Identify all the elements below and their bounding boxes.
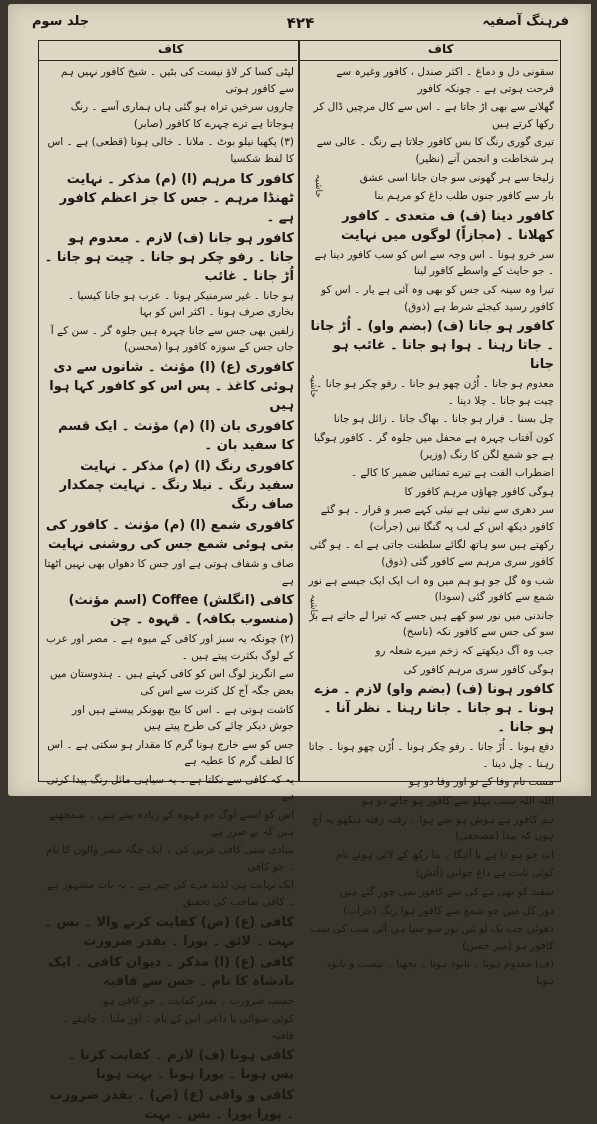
text-line: بار سے کافور جنوں طلب داغ کو مرہم بنا — [374, 190, 554, 203]
page-edge — [588, 4, 591, 796]
right-column-heading: کاف — [428, 42, 454, 56]
volume-label: جلد سوم — [32, 14, 90, 29]
text-line: کوئی ثابت ہے داغ جوانی (آتش) — [415, 867, 554, 880]
text-line: زلیخا سے ہر گھونی سو جان جانا اسی عشق — [359, 171, 554, 184]
text-line: کافوری رنگ (ا) (م) مذکر ۔ نہایت سفید رنگ ۔ نیلا رنگ ۔ نہایت چمکدار صاف رنگ — [59, 458, 294, 512]
text-line: تیرا وہ سینہ کی جس کو بھی وہ آئی ہے یار ۔ اس کو کافور رسید کیجئے شرط ہے (ذوق) — [321, 283, 554, 313]
text-line: رکھتے ہیں سو ہاتھ لگائے سلطنت جاتی ہے اے ۔ ہو گئی کافور سری مرہم سے کافور گئی (ذوق) — [309, 539, 554, 569]
text-line: کوئی سوالی یا داعی اس کے نام ۔ اور ملنا ۔ چاہئے ۔ قافیہ — [62, 1013, 294, 1042]
text-line: حسب ضرورت ۔ بقدر کفایت ۔ جو کافی ہو — [103, 994, 294, 1007]
heading-rule — [300, 60, 558, 61]
page-number: ۴۲۴ — [286, 14, 315, 32]
page-header — [28, 10, 573, 36]
text-line: جس کو سے خارج ہونا گرم کا مقدار ہو سکتی ہے ۔ اس کا لطف گرم کا عطیہ ہے — [47, 738, 294, 768]
heading-rule — [39, 60, 297, 61]
text-line: ہوگی کافور سری مرہم کافور کی — [403, 663, 554, 676]
text-line: کافی (انگلش) Coffee (اسم مؤنث) (منسوب بکافہ) ۔ قہوہ ۔ چن — [68, 593, 294, 628]
text-line: کافی و وافی (ع) (ص) ۔ بقدر ضرورت ۔ پورا پورا ۔ بس ۔ بہت — [49, 1088, 294, 1123]
text-line: لپٹی کسا کر لاؤ نیست کی بٹیں ۔ شیخ کافور نہیں ہم سے کافور ہوتی — [60, 66, 294, 95]
column-divider — [298, 40, 300, 782]
text-line: (۲) چونکہ یہ سبز اور کافی کے میوہ ہے ۔ مصر اور عرب کے لوگ بکثرت پیتے ہیں ۔ — [45, 633, 294, 662]
book-title: فرہنگ آصفیہ — [482, 14, 569, 29]
left-column-heading: کاف — [158, 42, 184, 56]
text-line: کافور دینا (ف) ف متعدی ۔ کافور کھلانا ۔ (مجازاً) لوگوں میں نہایت — [340, 208, 554, 243]
text-line: دور کل میں جو شمع سے کافور ہوا رنگ (جرأت) — [343, 904, 554, 917]
text-line: تیری گوری رنگ کا بس کافور جلاتا ہے رنگ ۔ عالی سے ہر شخاطت و انجمن آنے (نظیر) — [316, 136, 554, 165]
text-line: دفع ہونا ۔ اُڑ جانا ۔ رفو چکر ہونا ۔ اُڑن چھو ہونا ۔ جاتا رہنا ۔ چل دینا ۔ — [308, 741, 554, 770]
text-line: ہم کافور ہے ہوش ہو سے ہوا ۔ رفتہ رفتہ دیکھو یہ آج ہوں کہ پیدا (مصحفی) — [311, 813, 554, 843]
text-line: صاف و شفاف ہوتی ہے اور جس کا دھواں بھی نہیں اٹھتا ہے — [44, 557, 294, 587]
text-line: ہو جانا ۔ غیر سرمنیکر ہونا ۔ عرب ہو جانا کیسیا ۔ بخاری صرف ہونا ۔ اکثر اس کو بہا — [67, 289, 294, 319]
text-line: بنیادی سنی کافی عربی کی ۔ ایک جگہ مصر والوں کا نام ۔ جو کافی — [46, 844, 294, 873]
text-line: سر دھری سے نیئی ہے نیئی کہے صبر و قرار ۔ ہو گئے کافور دیکھ اس کے لب پہ گنگا نیں (جرأت) — [320, 504, 554, 533]
text-line: کافوری بان (ا) (م) مؤنث ۔ ایک قسم کا سفید بان ۔ — [58, 418, 294, 453]
margin-note: حاشیہ — [308, 374, 318, 398]
text-line: سفید کو بھی ہے کی سے کافور نمی چور گئے ہیں — [339, 885, 554, 898]
text-line: کاشت ہوتی ہے ۔ اس کا بیج بھونکر پیستے ہیں اور جوش دیکر چائے کی طرح پیتے ہیں — [71, 703, 294, 733]
text-line: معدوم ہو جانا ۔ اُڑن چھو ہو جانا ۔ رفو چکر ہو جانا ۔ چیت ہو جانا ۔ چلا دینا ۔ — [316, 378, 554, 407]
text-line: اضطراب الفت ہے تیرے تمنائیں ضمیر کا کالے ۔ — [350, 467, 554, 480]
text-line: دھوئی جب یک لو ٹیں نور سو سیا ہی آئی سب کی سب کافور ہو (میر حسن) — [310, 923, 554, 952]
text-line: چل بسنا ۔ فرار ہو جانا ۔ بھاگ جانا ۔ زائل ہو جانا — [333, 413, 554, 426]
margin-note: حاشیہ — [308, 594, 318, 618]
text-line: کافور ہونا (ف) (بضم واو) لازم ۔ مزے ہونا ۔ ہو جانا ۔ جاتا رہنا ۔ نظر آنا ۔ ہو جانا ۔ — [314, 682, 554, 736]
text-line: چاروں سرخیں تراہ ہو گئی ہاں ہماری آسے ۔ رنگ ہوجاتا ہے ترے چہرے کا کافور (صابر) — [70, 101, 294, 130]
text-line: ہوگی کافور چھاؤں مرہم کافور کا — [404, 485, 554, 498]
text-line: کافوری شمع (ا) (م) مؤنث ۔ کافور کی بتی ہوئی شمع جس کی روشنی نہایت — [45, 517, 294, 552]
text-line: کافی (ع) (ا) مذکر ۔ دیوان کافی ۔ ایک بادشاہ کا نام ۔ جس سے قافیہ — [48, 954, 294, 989]
text-line: کافور ہو جانا (ف) لازم ۔ معدوم ہو جانا ۔ رفو چکر ہو جانا ۔ چیت ہو جانا ۔ اُڑ جانا ۔ غائب — [44, 230, 294, 284]
margin-note: حاشیہ — [313, 174, 323, 198]
dictionary-page — [8, 4, 591, 1123]
text-line: (۳) پکھیا نیلو بوٹ ۔ ملانا ۔ خالی ہونا (قطعی) ہے ۔ اس کا لفظ شکسیا — [47, 136, 294, 165]
text-line: مست نام وفا کے تو اور وفا دو ہو — [408, 776, 554, 789]
text-line: جب وہ آگ دیکھتے کہ زخم میرے شعلہ رو — [375, 645, 554, 658]
text-line: کافوری (ع) (ا) مؤنث ۔ شانوں سے دی ہوئی کاغذ ۔ پس اس کو کافور کہا ہوا ہیں — [49, 359, 294, 413]
text-line: سقونی دل و دماغ ۔ اکثر صندل ، کافور وغیرہ سے فرحت ہوتی ہے ۔ چونکہ کافور — [336, 66, 554, 95]
text-line: اللہ اللہ سبب پہلو سے کافور ہو جائے دو ہو — [361, 795, 554, 807]
text-line: کافور کا مرہم (ا) (م) مذکر ۔ نہایت ٹھنڈا مرہم ۔ جس کا جز اعظم کافور ہے ۔ — [59, 171, 294, 225]
text-line: ایک نہایت ہی لذیذ مزے کی چیز ہے ۔ یہ بات مشہور ہے ۔ کافی صاحب کی تحقیق — [46, 879, 294, 909]
text-line: کافی (ع) (ص) کفایت کرنے والا ۔ بس ۔ بہت ۔ لائق ۔ پورا ۔ بقدر ضرورت — [44, 914, 294, 949]
text-line: سر خرو ہونا ۔ اس وجہ سے اس کو سب کافور دینا ہے ۔ جو حایث کے واسطے کافور لینا — [314, 248, 554, 278]
text-line: گھلانے سے بھی اڑ جاتا ہے ۔ اس سے کال مرچیں ڈال کر رکھا کرتے ہیں — [313, 101, 554, 130]
text-line: جاندنی میں نور سو کھے ہیں جسے کہ تیرا لے جاتے ہے بر سو کی جس سے کافور نکہ (ناسخ) — [309, 609, 554, 639]
text-line: کافور ہو جانا (ف) (بضم واو) ۔ اُڑ جانا ۔ جاتا رہنا ۔ ہوا ہو جانا ۔ غائب ہو جانا — [310, 319, 554, 373]
left-column-text — [44, 64, 294, 1123]
text-line: کافی ہونا (ف) لازم ۔ کفایت کرنا ۔ بس ہونا ۔ پورا ہونا ۔ بہت ہونا — [67, 1048, 294, 1083]
text-line: اس کو ایسے لوگ جو قہوہ کے زیادہ پیتے ہیں ۔ سمجھتے ہیں کہ بے ضرر ہے — [49, 809, 294, 838]
text-line: اب جو ہو دا ہے یا آئیگا ۔ بنا رکھ کے لائی ہوئے نام — [336, 848, 554, 861]
text-line: یہ کہ کافی سے نکلتا ہے ۔ یہ سیاہی مائل رنگ پیدا کرتی ہے — [46, 773, 294, 803]
right-column-text — [306, 64, 554, 987]
text-line: (ف) معدوم ہونا ۔ نابود ہونا ۔ بجھنا ۔ نیست و نابود ہونا — [326, 958, 554, 987]
text-line: زلفیں بھی جس سے جانا چہرہ ہیں جلوہ گر ۔ سن کے آ جاں جس کے سوزہ کافور ہوا (محسن) — [50, 324, 294, 354]
text-line: سے انگریز لوگ اس کو کافی کہتے ہیں ۔ ہندوستان میں بعض جگہ آج کل کثرت سے اس کی — [49, 668, 294, 697]
text-line: کون آفتاب چہرہ ہے محفل میں جلوہ گر ۔ کافور ہوگیا ہے جو شمع لگن کا رنگ (وزیر) — [313, 431, 554, 461]
text-line: شب وہ گل جو ہو ہم میں وہ اب ایک ایک جیسے ہے نور شمع سے کافور گئی (سودا) — [308, 574, 554, 604]
